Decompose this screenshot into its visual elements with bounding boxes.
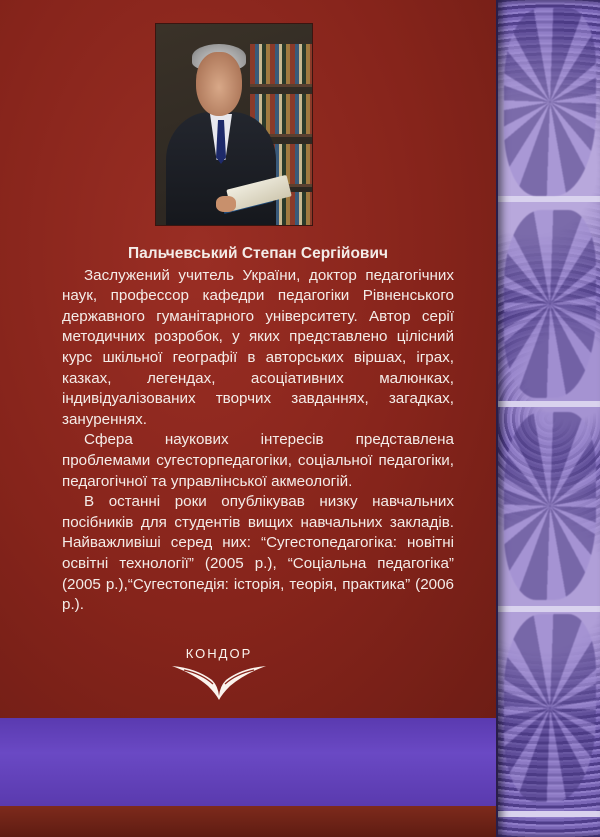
dragon-ornament-border [496, 0, 600, 837]
author-name: Пальчевський Степан Сергійович [128, 245, 388, 262]
bird-wings-icon [166, 646, 272, 702]
publisher-name: КОНДОР [185, 646, 253, 661]
bio-paragraph: Сфера наукових інтересів представлена проблемами сугесторпедагогіки, соціальної педагогіки, педагогічної та управлінської акмеологій. [62, 431, 454, 490]
author-bio [62, 244, 454, 616]
bottom-strip [0, 806, 496, 837]
bio-paragraph: Заслужений учитель України, доктор педагогічних наук, профессор кафедри педагогіки Рівненського державного гуманітарного університету. Автор серії методичних розробок, у яких представлено цілісний курс шкільної географії в авторських віршах, іграх, казках, легендах, асоціативних малюнках, індивідуалізованих творчих завданнях, загадках, зануреннях. [62, 266, 454, 428]
bio-paragraph: В останні роки опублікував низку навчальних посібників для студентів вищих навчальних закладів. Найважливіші серед них: “Сугестопедагогіка: новітні освітні технології” (2005 р.), “Соціальна педагогіка” (2005 р.),“Сугестопедія: історія, теорія, практика” (2006 р.). [62, 493, 454, 614]
author-photo [156, 24, 312, 225]
publisher-logo [166, 646, 272, 702]
purple-band [0, 718, 496, 806]
